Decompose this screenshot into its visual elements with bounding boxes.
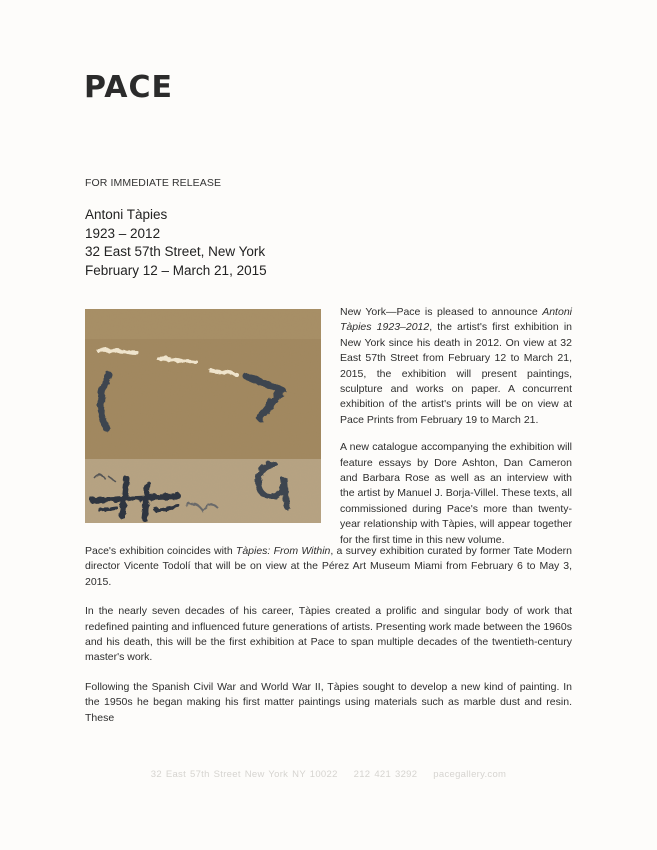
exhibition-dates: February 12 – March 21, 2015 — [85, 262, 267, 278]
artist-name: Antoni Tàpies — [85, 207, 168, 222]
artist-years: 1923 – 2012 — [85, 225, 161, 241]
artwork-image — [85, 309, 321, 523]
paragraph-intro — [340, 305, 572, 428]
footer-phone: 212 421 3292 — [353, 769, 418, 780]
exhibition-heading — [85, 206, 267, 280]
text-span: , a survey exhibition curated by former Tate Modern director Vicente Todolí that will be on view at the Pérez Art Museum Miami from February 6 to May 3, 2015. — [85, 545, 573, 588]
paragraph-history: Following the Spanish Civil War and World War II, Tàpies sought to develop a new kind of painting. In the 1950s he began making his first matter paintings using materials such as marble dust and resin. These — [85, 680, 572, 724]
survey-title: Tàpies: From Within — [235, 545, 331, 557]
footer-address: 32 East 57th Street New York NY 10022 — [150, 769, 338, 780]
tapies-painting-illustration — [85, 309, 321, 523]
text-span: New York—Pace is pleased to announce — [340, 306, 543, 318]
gallery-address: 32 East 57th Street, New York — [85, 244, 266, 259]
body-column — [85, 544, 572, 740]
text-span: Pace's exhibition coincides with — [85, 545, 236, 557]
paragraph-catalogue: A new catalogue accompanying the exhibition will feature essays by Dore Ashton, Dan Cameron and Barbara Rose as well as an interview with the artist by Manuel J. Borja-Villel. These texts, all commissioned during Pace's more than twenty-year relationship with Tàpies, will appear together for the first time in this new volume. — [340, 441, 572, 546]
release-label: FOR IMMEDIATE RELEASE — [85, 177, 222, 189]
paragraph-survey — [85, 544, 572, 590]
pace-logo: PACE — [84, 70, 173, 105]
paragraph-career: In the nearly seven decades of his career, Tàpies created a prolific and singular body of work that redefined painting and influenced future generations of artists. Presenting work made between the 1960s and his death, this will be the first exhibition at Pace to span multiple decades of the twentieth-century master's work. — [85, 605, 572, 664]
exhibition-title: Antoni Tàpies 1923–2012 — [340, 306, 572, 334]
intro-column — [340, 305, 572, 560]
footer-website: pacegallery.com — [433, 769, 507, 780]
footer — [0, 769, 657, 780]
text-span: , the artist's first exhibition in New York since his death in 2012. On view at 32 East 57th Street from February 12 to March 21, 2015, the exhibition will present paintings, sculpture and works on paper. A concurrent exhibition of the artist's prints will be on view at Pace Prints from February 19 to March 21. — [340, 321, 572, 426]
